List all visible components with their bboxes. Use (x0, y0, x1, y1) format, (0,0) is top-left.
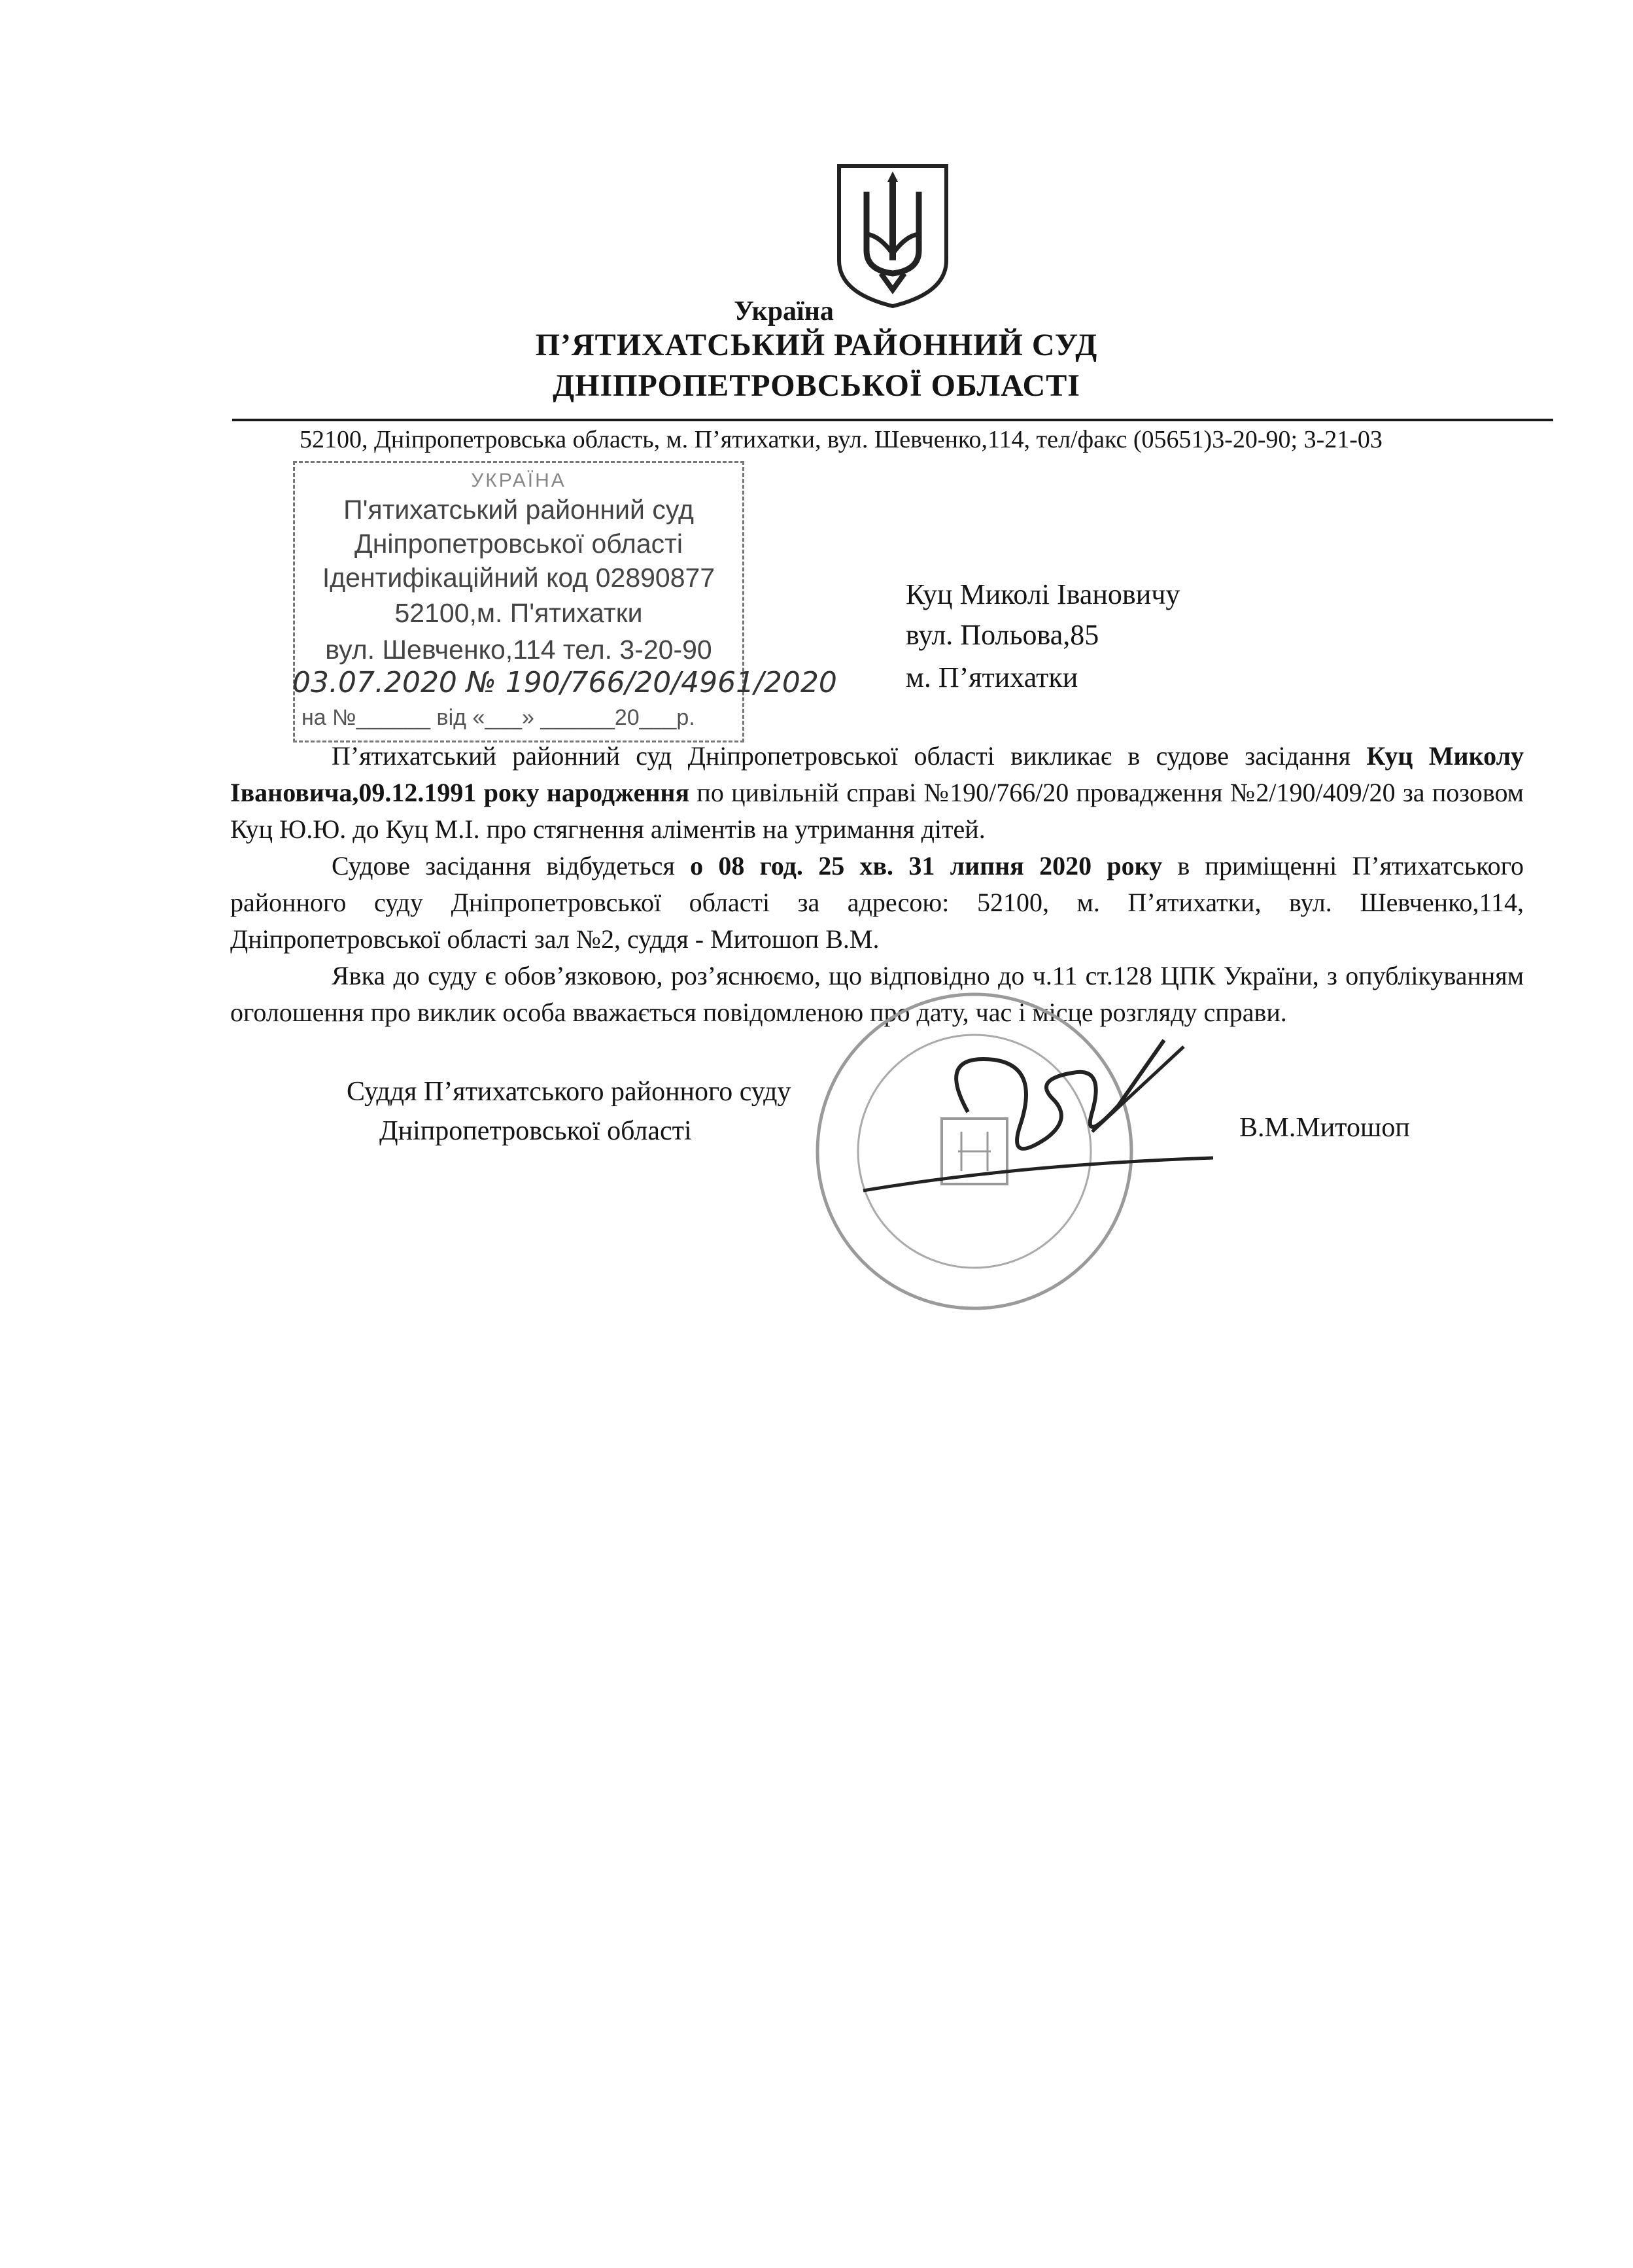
header-divider (232, 419, 1553, 421)
judge-title-line1: Суддя П’ятихатського районного суду (347, 1077, 791, 1107)
hearing-datetime: о 08 год. 25 хв. 31 липня 2020 року (690, 851, 1163, 881)
stamp-date-number: 03.07.2020 № 190/766/20/4961/2020 (292, 666, 837, 699)
judge-title-line2: Дніпропетровської області (379, 1116, 692, 1146)
stamp-street: вул. Шевченко,114 тел. 3-20-90 (325, 635, 712, 665)
registration-stamp (292, 461, 837, 742)
stamp-reference: на №______ від «___» ______20___р. (301, 705, 695, 730)
paragraph-attendance: Явка до суду є обов’язковою, роз’яснюємо, що відповідно до ч.11 ст.128 ЦПК України, з опублікуванням оголошення про виклик особа вважається повідомленою про дату, час і місце розгляду справи. (230, 961, 1524, 1027)
court-name-line2: ДНІПРОПЕТРОВСЬКОЇ ОБЛАСТІ (553, 368, 1080, 403)
recipient-street: вул. Польова,85 (906, 619, 1099, 651)
stamp-id-code: Ідентифікаційний код 02890877 (322, 563, 715, 593)
stamp-country: УКРАЇНА (471, 470, 566, 491)
court-name-line1: П’ЯТИХАТСЬКИЙ РАЙОННИЙ СУД (535, 328, 1098, 362)
country-heading: Україна (734, 296, 834, 326)
court-address: 52100, Дніпропетровська область, м. П’ятихатки, вул. Шевченко,114, тел/факс (05651)3-20-90; 3-21-03 (300, 426, 1383, 453)
coat-of-arms-icon (834, 162, 952, 309)
paragraph-summons: П’ятихатський районний суд Дніпропетровської області викликає в судове засідання Куц Миколу Івановича,09.12.1991 року народження по цивільній справі №190/766/20 провадження №2/190/409/20 за позовом Куц Ю.Ю. до Куц М.І. про стягнення аліментів на утримання дітей. (230, 741, 1524, 844)
stamp-postal: 52100,м. П'ятихатки (394, 598, 643, 628)
judge-signature-icon (857, 1027, 1223, 1204)
paragraph-hearing: Судове засідання відбудеться о 08 год. 25 хв. 31 липня 2020 року в приміщенні П’ятихатського районного суду Дніпропетровської області за адресою: 52100, м. П’ятихатки, вул. Шевченко,114, Дніпропетровської області зал №2, суддя - Митошоп В.М. (230, 851, 1524, 954)
defendant-name: Куц Миколу Івановича,09.12.1991 року народження (230, 741, 1524, 807)
judge-name: В.М.Митошоп (1239, 1113, 1410, 1143)
stamp-region: Дніпропетровської області (354, 529, 683, 559)
stamp-court-name: П'ятихатський районний суд (343, 495, 694, 525)
recipient-name: Куц Миколі Івановичу (906, 578, 1180, 610)
recipient-city: м. П’ятихатки (906, 661, 1078, 693)
